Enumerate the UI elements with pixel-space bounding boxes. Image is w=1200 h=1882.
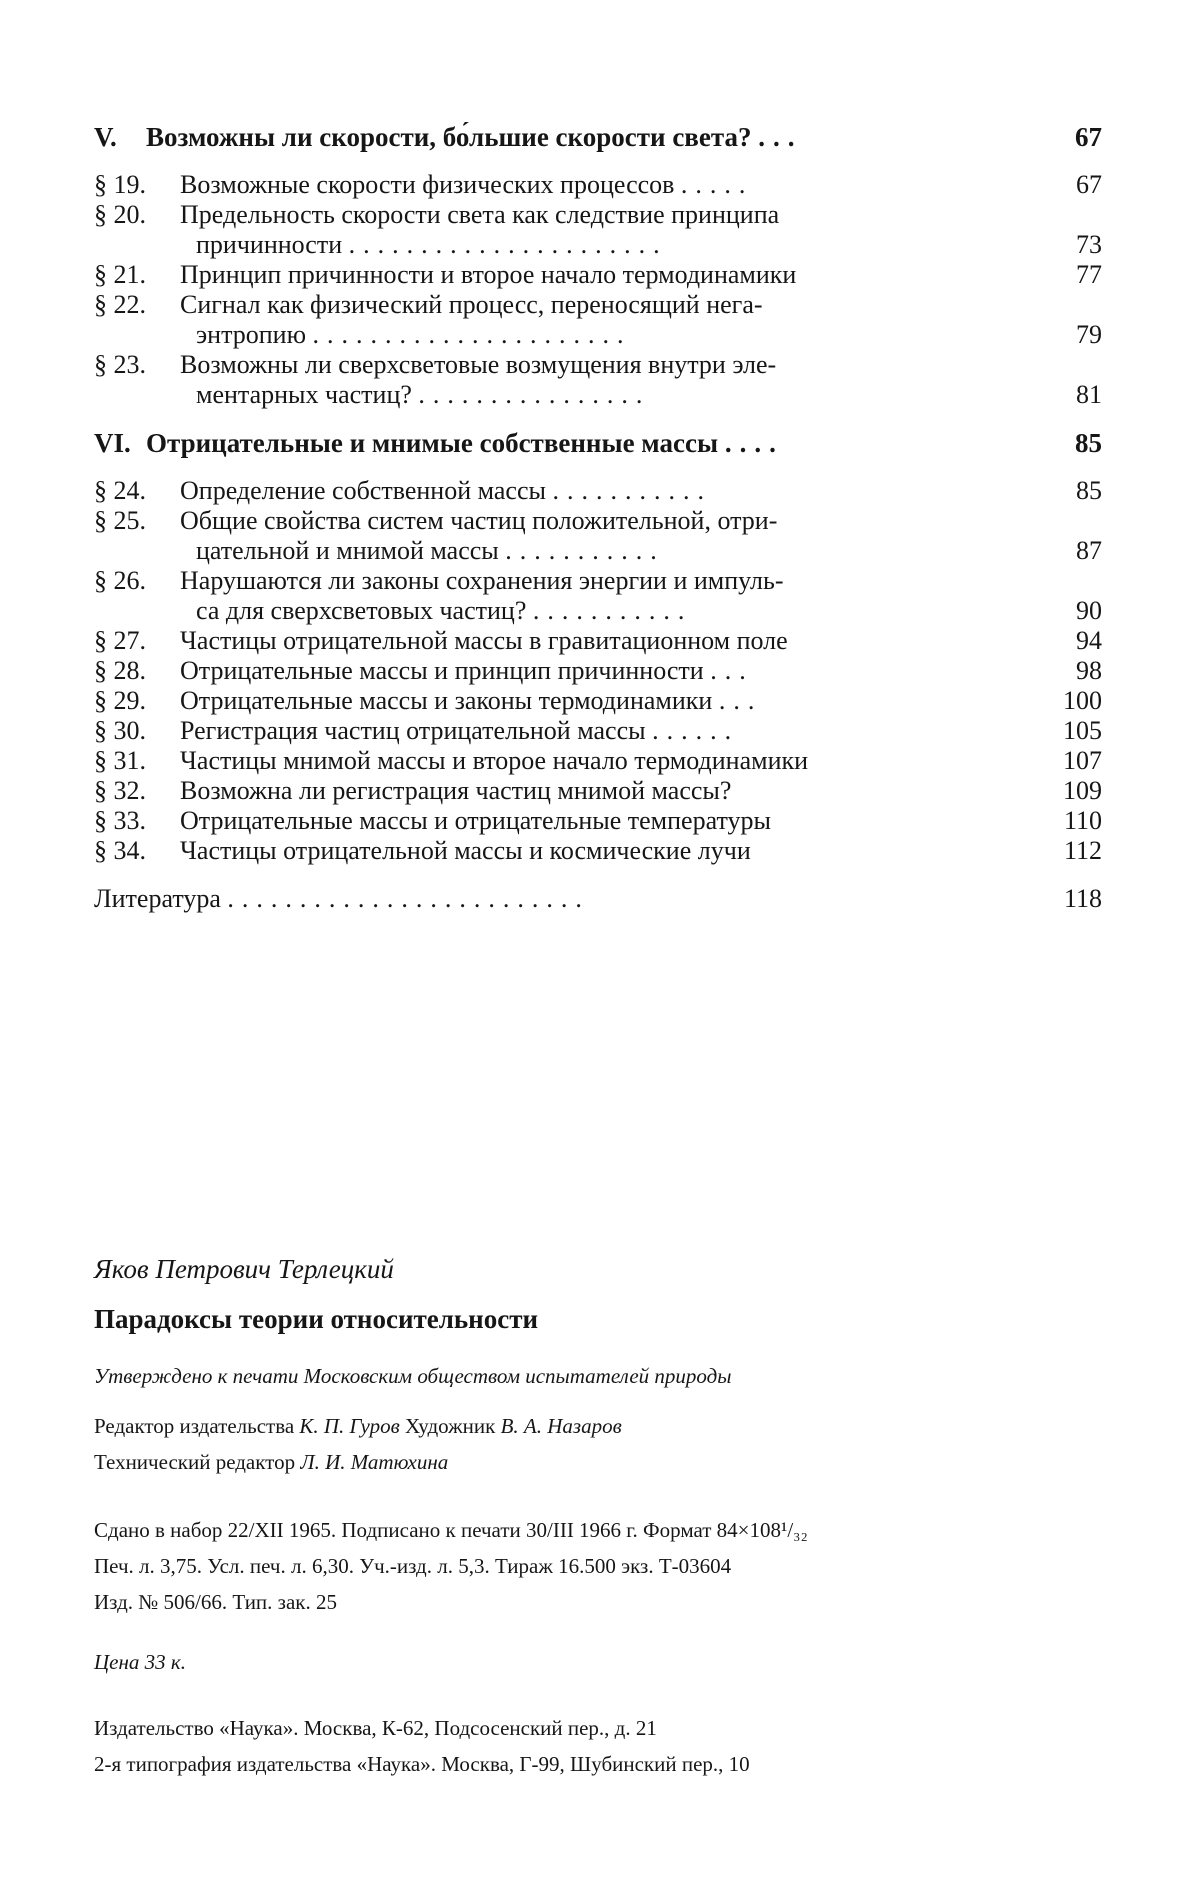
toc-number: § 25.: [94, 506, 146, 535]
toc-title: [180, 350, 1006, 380]
toc-title: [180, 320, 1006, 350]
toc-page-number: 90: [1076, 596, 1102, 625]
toc-title: [94, 884, 1006, 914]
toc-title-text: Литература: [94, 884, 221, 913]
toc-row: [94, 230, 1102, 260]
toc-title: [180, 566, 1006, 596]
toc-page-number: 67: [1075, 122, 1102, 152]
printing-details-line-2: Печ. л. 3,75. Усл. печ. л. 6,30. Уч.-изд. л. 5,3. Тираж 16.500 экз. Т-03604: [94, 1554, 732, 1578]
editors-line: [94, 1414, 622, 1439]
toc-title: [180, 290, 1006, 320]
toc-leader-dots: ......................: [348, 230, 668, 259]
toc-number: § 26.: [94, 566, 146, 595]
toc-title: [180, 536, 1006, 566]
editor-label: Редактор издательства: [94, 1414, 295, 1438]
toc-row: [94, 626, 1102, 656]
toc-title: [180, 806, 1006, 836]
toc-page-number: 67: [1076, 170, 1102, 199]
toc-leader-dots: ...: [718, 686, 763, 715]
book-title: Парадоксы теории относительности: [94, 1304, 539, 1334]
toc-number: § 19.: [94, 170, 146, 199]
toc-leader-dots: .........................: [227, 884, 590, 913]
toc-number: § 33.: [94, 806, 146, 835]
toc-title-text: са для сверхсветовых частиц?: [196, 596, 527, 625]
toc-row: [94, 200, 1102, 230]
printing-details-line-3: Изд. № 506/66. Тип. зак. 25: [94, 1590, 337, 1614]
toc-number: § 34.: [94, 836, 146, 865]
toc-chapter-row: [94, 122, 1102, 152]
toc-title-text: Предельность скорости света как следствие принципа: [180, 200, 780, 229]
toc-title: [180, 626, 1006, 656]
artist-name: В. А. Назаров: [500, 1414, 622, 1438]
toc-title: [180, 260, 1006, 290]
printing-details-line-1: Сдано в набор 22/XII 1965. Подписано к печати 30/III 1966 г. Формат 84×108¹/₃₂: [94, 1518, 808, 1542]
toc-title-text: Возможны ли скорости, бо́льшие скорости света?: [146, 122, 752, 152]
printer-address: 2-я типография издательства «Наука». Москва, Г-99, Шубинский пер., 10: [94, 1752, 750, 1776]
toc-number: § 27.: [94, 626, 146, 655]
toc-row: [94, 776, 1102, 806]
toc-row: [94, 380, 1102, 410]
toc-page-number: 73: [1076, 230, 1102, 259]
toc-page-number: 81: [1076, 380, 1102, 409]
artist-label: Художник: [404, 1414, 496, 1438]
toc-title: [180, 686, 1006, 716]
toc-title: [180, 200, 1006, 230]
toc-title: [180, 170, 1006, 200]
toc-leader-dots: ...: [758, 122, 803, 152]
toc-title-text: Отрицательные массы и отрицательные температуры: [180, 806, 771, 835]
toc-title: [180, 596, 1006, 626]
toc-number: § 23.: [94, 350, 146, 379]
toc-row: [94, 566, 1102, 596]
toc-title: [180, 380, 1006, 410]
toc-leader-dots: .....: [680, 170, 754, 199]
toc-row: [94, 476, 1102, 506]
toc-title-text: Частицы отрицательной массы и космические лучи: [180, 836, 751, 865]
toc-row: [94, 290, 1102, 320]
toc-title-text: Общие свойства систем частиц положительной, отри-: [180, 506, 778, 535]
toc-number: § 22.: [94, 290, 146, 319]
toc-page-number: 107: [1063, 746, 1102, 775]
toc-title-text: Частицы отрицательной массы в гравитационном поле: [180, 626, 788, 655]
toc-page-number: 100: [1063, 686, 1102, 715]
tech-editor-line: [94, 1450, 448, 1475]
author-name: Яков Петрович Терлецкий: [94, 1254, 394, 1284]
toc-title-text: Отрицательные массы и принцип причинности: [180, 656, 704, 685]
toc-title-text: ментарных частиц?: [196, 380, 412, 409]
toc-literature-row: [94, 884, 1102, 914]
toc-title: [180, 656, 1006, 686]
toc-page-number: 98: [1076, 656, 1102, 685]
toc-title: [180, 746, 1006, 776]
toc-page-number: 110: [1063, 806, 1102, 835]
toc-number: § 30.: [94, 716, 146, 745]
price: Цена 33 к.: [94, 1650, 186, 1674]
toc-title-text: Отрицательные и мнимые собственные массы: [146, 428, 719, 458]
toc-page-number: 85: [1075, 428, 1102, 458]
toc-leader-dots: ...........: [552, 476, 712, 505]
toc-page-number: 87: [1076, 536, 1102, 565]
toc-row: [94, 350, 1102, 380]
toc-row: [94, 716, 1102, 746]
editor-name: К. П. Гуров: [299, 1414, 400, 1438]
toc-title-text: энтропию: [196, 320, 307, 349]
toc-number: V.: [94, 122, 117, 152]
toc-row: [94, 260, 1102, 290]
toc-row: [94, 806, 1102, 836]
approval-note: Утверждено к печати Московским обществом испытателей природы: [94, 1364, 732, 1388]
toc-title-text: цательной и мнимой массы: [196, 536, 499, 565]
toc-row: [94, 506, 1102, 536]
toc-title-text: Определение собственной массы: [180, 476, 546, 505]
toc-title: [180, 836, 1006, 866]
toc-title: [146, 428, 1006, 458]
toc-title-text: Сигнал как физический процесс, переносящий нега-: [180, 290, 763, 319]
toc-number: § 32.: [94, 776, 146, 805]
toc-title: [180, 230, 1006, 260]
toc-page-number: 112: [1063, 836, 1102, 865]
toc-page-number: 109: [1063, 776, 1102, 805]
toc-title: [180, 776, 1006, 806]
toc-row: [94, 836, 1102, 866]
toc-leader-dots: ...: [710, 656, 754, 685]
toc-title-text: Регистрация частиц отрицательной массы: [180, 716, 646, 745]
toc-page-number: 105: [1063, 716, 1102, 745]
toc-title-text: Нарушаются ли законы сохранения энергии и импуль-: [180, 566, 784, 595]
toc-leader-dots: ....: [724, 428, 784, 458]
toc-row: [94, 746, 1102, 776]
toc-title: [180, 716, 1006, 746]
toc-title: [146, 122, 1006, 152]
toc-title-text: Отрицательные массы и законы термодинамики: [180, 686, 713, 715]
toc-title-text: Возможна ли регистрация частиц мнимой массы?: [180, 776, 732, 805]
toc-title-text: причинности: [196, 230, 343, 259]
table-of-contents: [94, 122, 1102, 914]
toc-number: § 24.: [94, 476, 146, 505]
toc-row: [94, 686, 1102, 716]
toc-number: VI.: [94, 428, 131, 458]
toc-title-text: Частицы мнимой массы и второе начало термодинамики: [180, 746, 809, 775]
toc-chapter-row: [94, 428, 1102, 458]
toc-title-text: Принцип причинности и второе начало термодинамики: [180, 260, 797, 289]
toc-leader-dots: ...........: [505, 536, 665, 565]
toc-title: [180, 476, 1006, 506]
toc-page-number: 77: [1076, 260, 1102, 289]
toc-row: [94, 596, 1102, 626]
tech-editor-name: Л. И. Матюхина: [300, 1450, 449, 1474]
toc-number: § 29.: [94, 686, 146, 715]
toc-leader-dots: ......................: [312, 320, 632, 349]
tech-editor-label: Технический редактор: [94, 1450, 296, 1474]
toc-number: § 28.: [94, 656, 146, 685]
toc-title: [180, 506, 1006, 536]
publisher-address: Издательство «Наука». Москва, К-62, Подсосенский пер., д. 21: [94, 1716, 657, 1740]
toc-leader-dots: ......: [652, 716, 740, 745]
toc-page-number: 118: [1063, 884, 1102, 913]
toc-leader-dots: ...........: [532, 596, 693, 625]
toc-row: [94, 320, 1102, 350]
toc-number: § 20.: [94, 200, 146, 229]
toc-leader-dots: ................: [418, 380, 651, 409]
toc-number: § 21.: [94, 260, 146, 289]
toc-row: [94, 536, 1102, 566]
toc-row: [94, 170, 1102, 200]
toc-page-number: 85: [1076, 476, 1102, 505]
toc-row: [94, 656, 1102, 686]
toc-title-text: Возможны ли сверхсветовые возмущения внутри эле-: [180, 350, 777, 379]
toc-page-number: 94: [1076, 626, 1102, 655]
toc-page-number: 79: [1076, 320, 1102, 349]
toc-number: § 31.: [94, 746, 146, 775]
toc-title-text: Возможные скорости физических процессов: [180, 170, 675, 199]
